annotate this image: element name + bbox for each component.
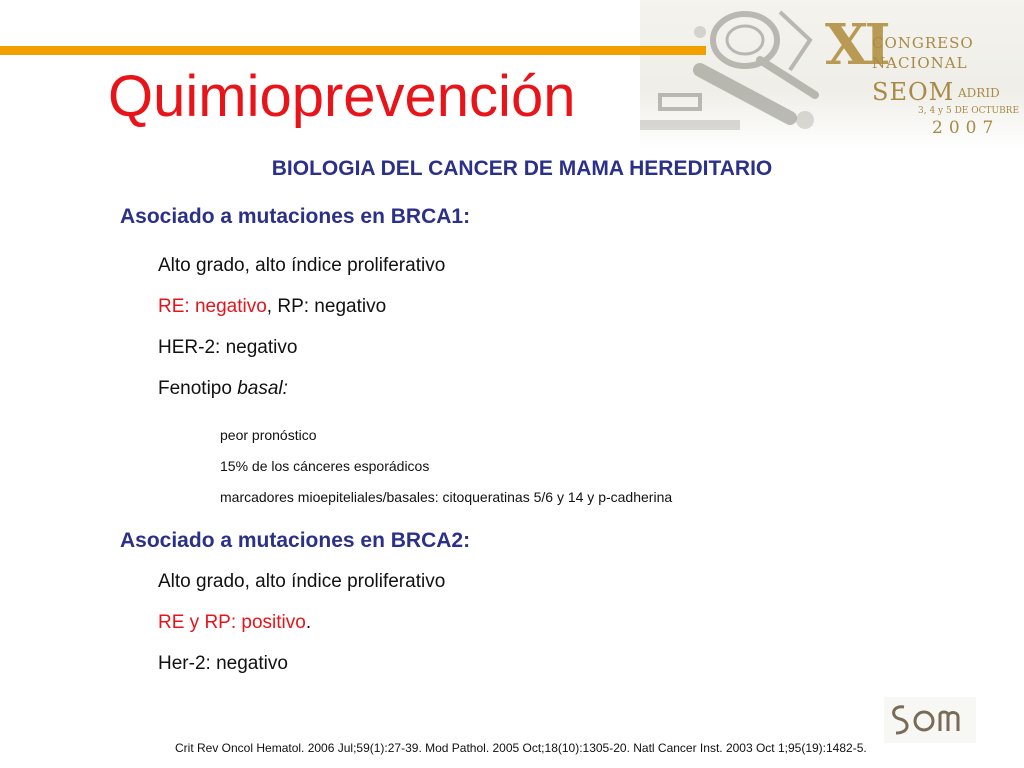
madrid-wordmark: ADRID: [958, 86, 1000, 100]
brca1-heading: Asociado a mutaciones en BRCA1:: [120, 205, 471, 228]
brca2-re-rp-end: .: [305, 612, 312, 633]
brca1-phenotype: [158, 378, 288, 400]
brca1-re-status: RE: negativo: [158, 296, 267, 317]
brca1-subpoint: 15% de los cánceres esporádicos: [220, 458, 430, 474]
brca1-phenotype-label: Fenotipo: [158, 378, 238, 399]
seom-wordmark: SEOM: [872, 78, 955, 106]
brca1-receptors: [158, 296, 386, 318]
slide-subtitle: BIOLOGIA DEL CANCER DE MAMA HEREDITARIO: [271, 157, 773, 180]
brca2-grade: Alto grado, alto índice proliferativo: [158, 571, 446, 592]
brca1-grade: Alto grado, alto índice proliferativo: [158, 255, 446, 276]
seom-logo: [884, 697, 976, 743]
congress-roman-numeral: XI: [825, 12, 887, 78]
title-accent-bar: [0, 46, 706, 55]
brca2-heading: Asociado a mutaciones en BRCA2:: [120, 529, 471, 552]
brca1-her2: HER-2: negativo: [158, 337, 298, 358]
brca1-subpoint: marcadores mioepiteliales/basales: citoqueratinas 5/6 y 14 y p-cadherina: [220, 489, 673, 505]
citation-footnote: Crit Rev Oncol Hematol. 2006 Jul;59(1):27-39. Mod Pathol. 2005 Oct;18(10):1305-20. Natl Cancer Inst. 2003 Oct 1;95(19):1482-5.: [175, 741, 867, 755]
page-title: Quimioprevención: [108, 64, 576, 129]
congress-dates: 3, 4 y 5 DE OCTUBRE: [918, 106, 1020, 116]
brca2-her2: Her-2: negativo: [158, 653, 288, 674]
brca1-phenotype-value: basal:: [237, 378, 288, 399]
congress-banner: [640, 0, 1024, 150]
congress-line1: CONGRESO: [872, 34, 974, 52]
brca1-rp-status: , RP: negativo: [266, 296, 387, 317]
brca2-re-rp-status: RE y RP: positivo: [158, 612, 306, 633]
brca1-subpoint: peor pronóstico: [220, 427, 317, 443]
congress-line2: NACIONAL: [872, 54, 968, 72]
congress-year: 2007: [932, 118, 1000, 138]
brca2-receptors: [158, 612, 311, 634]
